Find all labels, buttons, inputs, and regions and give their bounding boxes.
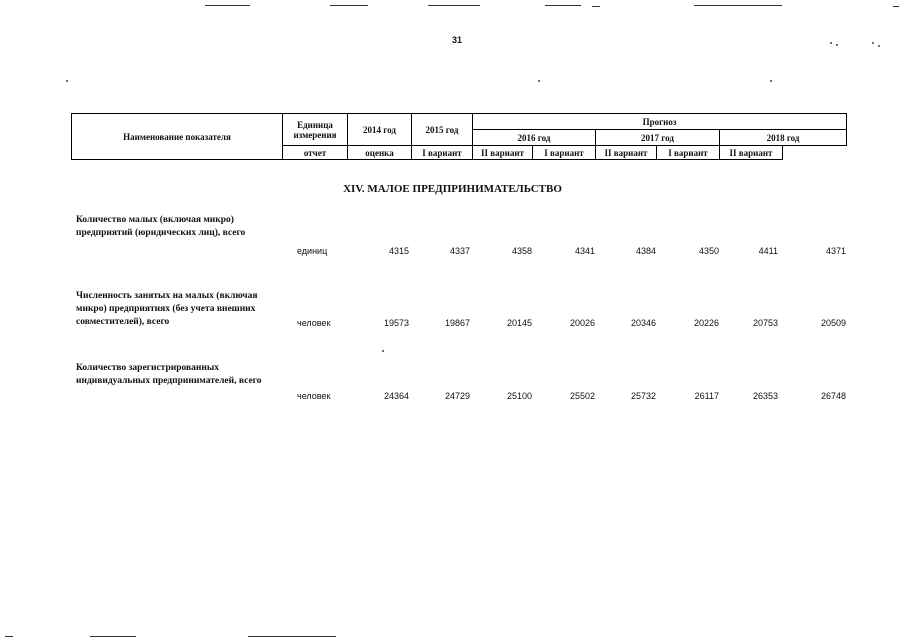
value-2015: 4337 xyxy=(449,246,470,256)
scan-mark xyxy=(545,5,581,6)
value-2018-v2: 26748 xyxy=(820,391,846,401)
scan-mark xyxy=(248,636,336,637)
scan-mark xyxy=(205,5,250,6)
row-name: Количество зарегистрированных индивидуальных предпринимателей, всего xyxy=(76,363,262,386)
scan-speck xyxy=(878,45,880,47)
header-2016-var1: I вариант xyxy=(412,146,473,160)
row-name: Количество малых (включая микро) предприятий (юридических лиц), всего xyxy=(76,215,246,238)
value-2016-v2: 20026 xyxy=(569,318,595,328)
scan-mark xyxy=(330,5,368,6)
scan-speck xyxy=(382,350,384,352)
value-2015: 19867 xyxy=(444,318,470,328)
value-2017-v2: 20226 xyxy=(693,318,719,328)
header-2017-var1: I вариант xyxy=(533,146,596,160)
header-name-cell: Наименование показателя xyxy=(72,114,283,160)
value-2016-v1: 25100 xyxy=(506,391,532,401)
value-2014: 24364 xyxy=(383,391,409,401)
header-2016-var2: II вариант xyxy=(473,146,533,160)
section-title: XIV. МАЛОЕ ПРЕДПРИНИМАТЕЛЬСТВО xyxy=(343,183,562,195)
value-2016-v1: 20145 xyxy=(506,318,532,328)
value-2018-v2: 4371 xyxy=(825,246,846,256)
value-2018-v1: 26353 xyxy=(752,391,778,401)
header-2018-cell: 2018 год xyxy=(720,130,847,146)
value-2014: 19573 xyxy=(383,318,409,328)
scan-speck xyxy=(770,80,772,82)
scan-speck xyxy=(872,42,874,44)
scan-speck xyxy=(836,44,838,46)
scan-mark xyxy=(893,6,899,7)
scan-mark xyxy=(428,5,480,6)
row-unit: человек xyxy=(297,318,331,328)
header-2014-cell: 2014 год xyxy=(348,114,412,146)
value-2017-v1: 20346 xyxy=(630,318,656,328)
value-2018-v2: 20509 xyxy=(820,318,846,328)
row-name: Численность занятых на малых (включая микро) предприятиях (без учета внешних совместителей), всего xyxy=(76,291,258,327)
scan-speck xyxy=(538,80,540,82)
row-unit: единиц xyxy=(297,246,328,256)
page-number: 31 xyxy=(452,35,463,45)
header-2015-cell: 2015 год xyxy=(412,114,473,146)
row-unit: человек xyxy=(297,391,331,401)
value-2017-v2: 26117 xyxy=(694,391,719,401)
scan-speck xyxy=(66,80,68,82)
header-forecast-cell: Прогноз xyxy=(473,114,847,130)
value-2017-v2: 4350 xyxy=(698,246,719,256)
header-2017-var2: II вариант xyxy=(596,146,657,160)
scan-mark xyxy=(90,636,136,637)
table-header xyxy=(71,113,847,160)
header-unit-cell: Единица измерения xyxy=(283,114,348,146)
value-2016-v2: 25502 xyxy=(569,391,595,401)
value-2016-v2: 4341 xyxy=(574,246,595,256)
value-2015: 24729 xyxy=(444,391,470,401)
header-2018-var1: I вариант xyxy=(657,146,720,160)
scan-mark xyxy=(592,6,600,7)
value-2017-v1: 25732 xyxy=(630,391,656,401)
scan-mark xyxy=(5,636,13,637)
scan-speck xyxy=(830,42,832,44)
header-report-cell: отчет xyxy=(283,146,348,160)
value-2014: 4315 xyxy=(388,246,409,256)
header-estimate-cell: оценка xyxy=(348,146,412,160)
header-2016-cell: 2016 год xyxy=(473,130,596,146)
value-2018-v1: 4411 xyxy=(758,246,778,256)
header-2018-var2: II вариант xyxy=(720,146,783,160)
scan-mark xyxy=(694,5,782,6)
value-2018-v1: 20753 xyxy=(752,318,778,328)
header-2017-cell: 2017 год xyxy=(596,130,720,146)
value-2016-v1: 4358 xyxy=(511,246,532,256)
value-2017-v1: 4384 xyxy=(635,246,656,256)
